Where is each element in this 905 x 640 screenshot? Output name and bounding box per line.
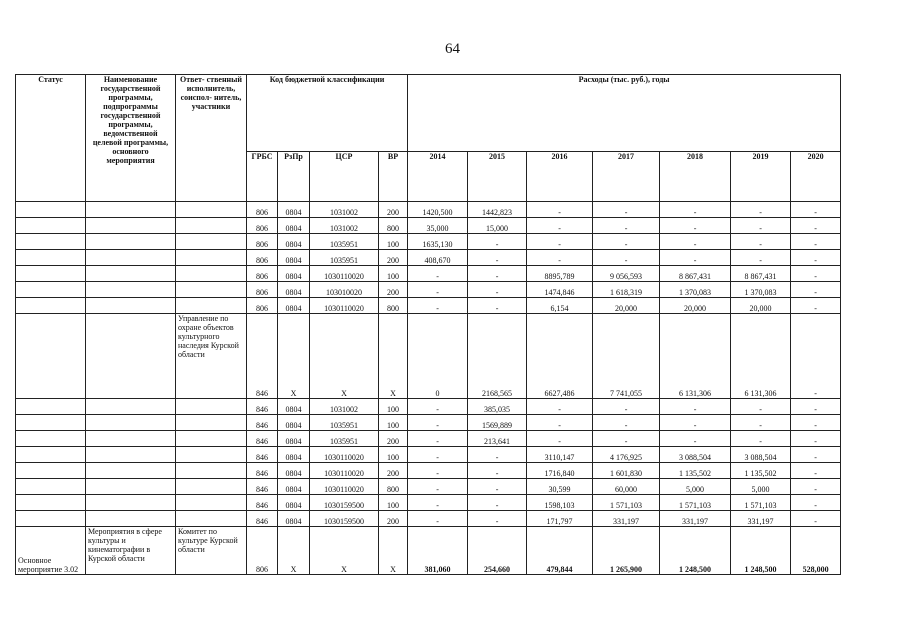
responsible-cell bbox=[176, 447, 247, 463]
y2014-cell: 381,060 bbox=[408, 527, 468, 575]
y2014-cell: - bbox=[408, 399, 468, 415]
grbs-cell: 846 bbox=[247, 511, 278, 527]
rzpr-cell: 0804 bbox=[278, 495, 310, 511]
y2017-cell: - bbox=[593, 250, 660, 266]
y2020-cell: 528,000 bbox=[791, 527, 841, 575]
y2020-cell: - bbox=[791, 431, 841, 447]
y2020-cell: - bbox=[791, 399, 841, 415]
status-cell bbox=[16, 495, 86, 511]
responsible-cell: Комитет по культуре Курской области bbox=[176, 527, 247, 575]
y2017-cell: 9 056,593 bbox=[593, 266, 660, 282]
vr-cell: 200 bbox=[379, 282, 408, 298]
y2018-cell: 3 088,504 bbox=[660, 447, 731, 463]
vr-cell: 200 bbox=[379, 511, 408, 527]
table-row bbox=[16, 234, 841, 250]
csr-cell: Х bbox=[310, 527, 379, 575]
rzpr-cell: 0804 bbox=[278, 218, 310, 234]
csr-cell: 1030110020 bbox=[310, 463, 379, 479]
y2018-cell: 6 131,306 bbox=[660, 314, 731, 399]
y2016-cell: 6627,486 bbox=[527, 314, 593, 399]
y2014-cell: - bbox=[408, 511, 468, 527]
responsible-cell bbox=[176, 479, 247, 495]
y2018-cell: 1 571,103 bbox=[660, 495, 731, 511]
header-year: 2020 bbox=[791, 152, 841, 202]
y2014-cell: 408,670 bbox=[408, 250, 468, 266]
y2014-cell: 0 bbox=[408, 314, 468, 399]
grbs-cell: 846 bbox=[247, 463, 278, 479]
rzpr-cell: 0804 bbox=[278, 234, 310, 250]
vr-cell: 200 bbox=[379, 250, 408, 266]
y2017-cell: - bbox=[593, 415, 660, 431]
table-row bbox=[16, 447, 841, 463]
y2017-cell: 4 176,925 bbox=[593, 447, 660, 463]
status-cell bbox=[16, 266, 86, 282]
y2020-cell: - bbox=[791, 463, 841, 479]
y2014-cell: 35,000 bbox=[408, 218, 468, 234]
rzpr-cell: 0804 bbox=[278, 415, 310, 431]
grbs-cell: 806 bbox=[247, 250, 278, 266]
y2020-cell: - bbox=[791, 282, 841, 298]
program-name-cell bbox=[86, 511, 176, 527]
grbs-cell: 846 bbox=[247, 314, 278, 399]
csr-cell: 1030159500 bbox=[310, 511, 379, 527]
responsible-cell bbox=[176, 298, 247, 314]
program-name-cell bbox=[86, 218, 176, 234]
y2018-cell: 1 370,083 bbox=[660, 282, 731, 298]
responsible-cell bbox=[176, 250, 247, 266]
y2019-cell: 3 088,504 bbox=[731, 447, 791, 463]
program-name-cell bbox=[86, 298, 176, 314]
csr-cell: 1030110020 bbox=[310, 266, 379, 282]
responsible-cell bbox=[176, 463, 247, 479]
y2019-cell: - bbox=[731, 234, 791, 250]
y2020-cell: - bbox=[791, 202, 841, 218]
y2018-cell: 1 135,502 bbox=[660, 463, 731, 479]
y2020-cell: - bbox=[791, 266, 841, 282]
y2016-cell: 6,154 bbox=[527, 298, 593, 314]
responsible-cell bbox=[176, 495, 247, 511]
y2015-cell: 385,035 bbox=[468, 399, 527, 415]
responsible-cell bbox=[176, 266, 247, 282]
status-cell bbox=[16, 447, 86, 463]
y2015-cell: 2168,565 bbox=[468, 314, 527, 399]
responsible-cell bbox=[176, 202, 247, 218]
y2014-cell: - bbox=[408, 495, 468, 511]
y2014-cell: 1420,500 bbox=[408, 202, 468, 218]
y2018-cell: 20,000 bbox=[660, 298, 731, 314]
vr-cell: 100 bbox=[379, 399, 408, 415]
y2015-cell: - bbox=[468, 282, 527, 298]
table-row bbox=[16, 202, 841, 218]
y2017-cell: 1 571,103 bbox=[593, 495, 660, 511]
header-vr: ВР bbox=[379, 152, 408, 202]
y2018-cell: - bbox=[660, 234, 731, 250]
program-name-cell bbox=[86, 463, 176, 479]
y2016-cell: 3110,147 bbox=[527, 447, 593, 463]
responsible-cell bbox=[176, 234, 247, 250]
y2019-cell: - bbox=[731, 431, 791, 447]
vr-cell: 200 bbox=[379, 463, 408, 479]
y2015-cell: - bbox=[468, 447, 527, 463]
header-responsible: Ответ- ственный исполнитель, соиспол- нитель, участники bbox=[176, 75, 247, 202]
responsible-cell bbox=[176, 431, 247, 447]
header-year: 2018 bbox=[660, 152, 731, 202]
y2016-cell: 30,599 bbox=[527, 479, 593, 495]
grbs-cell: 806 bbox=[247, 282, 278, 298]
y2017-cell: - bbox=[593, 431, 660, 447]
y2017-cell: - bbox=[593, 234, 660, 250]
vr-cell: 800 bbox=[379, 218, 408, 234]
y2020-cell: - bbox=[791, 314, 841, 399]
program-name-cell bbox=[86, 415, 176, 431]
vr-cell: 200 bbox=[379, 202, 408, 218]
table-row bbox=[16, 431, 841, 447]
csr-cell: 1035951 bbox=[310, 415, 379, 431]
y2014-cell: - bbox=[408, 447, 468, 463]
y2016-cell: - bbox=[527, 399, 593, 415]
program-name-cell: Мероприятия в сфере культуры и кинематографии в Курской области bbox=[86, 527, 176, 575]
csr-cell: 1030110020 bbox=[310, 298, 379, 314]
csr-cell: 1035951 bbox=[310, 234, 379, 250]
program-name-cell bbox=[86, 234, 176, 250]
y2014-cell: - bbox=[408, 282, 468, 298]
csr-cell: 103010020 bbox=[310, 282, 379, 298]
y2015-cell: - bbox=[468, 495, 527, 511]
rzpr-cell: 0804 bbox=[278, 463, 310, 479]
y2016-cell: 479,844 bbox=[527, 527, 593, 575]
header-year: 2016 bbox=[527, 152, 593, 202]
y2018-cell: 5,000 bbox=[660, 479, 731, 495]
y2019-cell: - bbox=[731, 250, 791, 266]
y2018-cell: - bbox=[660, 218, 731, 234]
grbs-cell: 846 bbox=[247, 495, 278, 511]
rzpr-cell: Х bbox=[278, 314, 310, 399]
status-cell bbox=[16, 202, 86, 218]
y2017-cell: - bbox=[593, 202, 660, 218]
vr-cell: 200 bbox=[379, 431, 408, 447]
y2015-cell: - bbox=[468, 463, 527, 479]
y2020-cell: - bbox=[791, 479, 841, 495]
rzpr-cell: 0804 bbox=[278, 399, 310, 415]
rzpr-cell: 0804 bbox=[278, 479, 310, 495]
responsible-cell: Управление по охране объектов культурного наследия Курской области bbox=[176, 314, 247, 399]
status-cell bbox=[16, 479, 86, 495]
y2014-cell: - bbox=[408, 415, 468, 431]
rzpr-cell: 0804 bbox=[278, 282, 310, 298]
csr-cell: 1035951 bbox=[310, 431, 379, 447]
table-row bbox=[16, 399, 841, 415]
y2020-cell: - bbox=[791, 298, 841, 314]
status-cell bbox=[16, 399, 86, 415]
budget-table bbox=[15, 74, 841, 575]
vr-cell: Х bbox=[379, 314, 408, 399]
rzpr-cell: 0804 bbox=[278, 447, 310, 463]
y2019-cell: 1 571,103 bbox=[731, 495, 791, 511]
table-row bbox=[16, 527, 841, 575]
header-year: 2019 bbox=[731, 152, 791, 202]
vr-cell: 100 bbox=[379, 266, 408, 282]
header-year: 2015 bbox=[468, 152, 527, 202]
csr-cell: 1030159500 bbox=[310, 495, 379, 511]
y2016-cell: - bbox=[527, 234, 593, 250]
header-budget-code: Код бюджетной классификации bbox=[247, 75, 408, 152]
status-cell bbox=[16, 431, 86, 447]
y2015-cell: 15,000 bbox=[468, 218, 527, 234]
y2016-cell: - bbox=[527, 218, 593, 234]
status-cell bbox=[16, 463, 86, 479]
y2019-cell: - bbox=[731, 218, 791, 234]
grbs-cell: 806 bbox=[247, 266, 278, 282]
program-name-cell bbox=[86, 266, 176, 282]
program-name-cell bbox=[86, 202, 176, 218]
program-name-cell bbox=[86, 479, 176, 495]
y2015-cell: 1442,823 bbox=[468, 202, 527, 218]
y2015-cell: - bbox=[468, 266, 527, 282]
vr-cell: 100 bbox=[379, 447, 408, 463]
header-rzpr: РзПр bbox=[278, 152, 310, 202]
table-row bbox=[16, 463, 841, 479]
y2020-cell: - bbox=[791, 415, 841, 431]
csr-cell: Х bbox=[310, 314, 379, 399]
program-name-cell bbox=[86, 314, 176, 399]
y2019-cell: - bbox=[731, 202, 791, 218]
y2014-cell: - bbox=[408, 463, 468, 479]
y2018-cell: - bbox=[660, 431, 731, 447]
y2020-cell: - bbox=[791, 250, 841, 266]
grbs-cell: 846 bbox=[247, 415, 278, 431]
y2014-cell: - bbox=[408, 266, 468, 282]
status-cell bbox=[16, 282, 86, 298]
program-name-cell bbox=[86, 447, 176, 463]
status-cell: Основное мероприятие 3.02 bbox=[16, 527, 86, 575]
y2020-cell: - bbox=[791, 218, 841, 234]
header-csr: ЦСР bbox=[310, 152, 379, 202]
status-cell bbox=[16, 415, 86, 431]
table-row bbox=[16, 511, 841, 527]
csr-cell: 1031002 bbox=[310, 399, 379, 415]
status-cell bbox=[16, 298, 86, 314]
y2018-cell: - bbox=[660, 399, 731, 415]
status-cell bbox=[16, 234, 86, 250]
y2018-cell: - bbox=[660, 250, 731, 266]
y2019-cell: 5,000 bbox=[731, 479, 791, 495]
program-name-cell bbox=[86, 399, 176, 415]
header-year: 2017 bbox=[593, 152, 660, 202]
y2018-cell: 1 248,500 bbox=[660, 527, 731, 575]
y2016-cell: - bbox=[527, 431, 593, 447]
y2015-cell: - bbox=[468, 250, 527, 266]
grbs-cell: 806 bbox=[247, 202, 278, 218]
table-row bbox=[16, 282, 841, 298]
vr-cell: 800 bbox=[379, 479, 408, 495]
csr-cell: 1031002 bbox=[310, 218, 379, 234]
responsible-cell bbox=[176, 415, 247, 431]
grbs-cell: 806 bbox=[247, 218, 278, 234]
grbs-cell: 846 bbox=[247, 447, 278, 463]
status-cell bbox=[16, 511, 86, 527]
csr-cell: 1035951 bbox=[310, 250, 379, 266]
rzpr-cell: 0804 bbox=[278, 266, 310, 282]
csr-cell: 1031002 bbox=[310, 202, 379, 218]
y2020-cell: - bbox=[791, 234, 841, 250]
vr-cell: 100 bbox=[379, 415, 408, 431]
rzpr-cell: 0804 bbox=[278, 298, 310, 314]
y2016-cell: 8895,789 bbox=[527, 266, 593, 282]
y2019-cell: 1 135,502 bbox=[731, 463, 791, 479]
table-row bbox=[16, 250, 841, 266]
y2015-cell: - bbox=[468, 298, 527, 314]
table-row bbox=[16, 415, 841, 431]
y2016-cell: - bbox=[527, 202, 593, 218]
y2019-cell: 8 867,431 bbox=[731, 266, 791, 282]
header-expenses: Расходы (тыс. руб.), годы bbox=[408, 75, 841, 152]
grbs-cell: 806 bbox=[247, 298, 278, 314]
csr-cell: 1030110020 bbox=[310, 447, 379, 463]
y2015-cell: 1569,889 bbox=[468, 415, 527, 431]
y2017-cell: 331,197 bbox=[593, 511, 660, 527]
rzpr-cell: Х bbox=[278, 527, 310, 575]
program-name-cell bbox=[86, 495, 176, 511]
table-row bbox=[16, 495, 841, 511]
y2015-cell: 254,660 bbox=[468, 527, 527, 575]
table-row bbox=[16, 218, 841, 234]
grbs-cell: 846 bbox=[247, 399, 278, 415]
program-name-cell bbox=[86, 431, 176, 447]
y2016-cell: - bbox=[527, 415, 593, 431]
y2019-cell: 331,197 bbox=[731, 511, 791, 527]
y2019-cell: 6 131,306 bbox=[731, 314, 791, 399]
y2018-cell: 8 867,431 bbox=[660, 266, 731, 282]
y2017-cell: 1 265,900 bbox=[593, 527, 660, 575]
y2020-cell: - bbox=[791, 495, 841, 511]
header-grbs: ГРБС bbox=[247, 152, 278, 202]
y2014-cell: - bbox=[408, 479, 468, 495]
y2016-cell: 1716,840 bbox=[527, 463, 593, 479]
y2017-cell: - bbox=[593, 218, 660, 234]
y2019-cell: - bbox=[731, 415, 791, 431]
vr-cell: 100 bbox=[379, 234, 408, 250]
y2019-cell: 20,000 bbox=[731, 298, 791, 314]
table-row bbox=[16, 266, 841, 282]
program-name-cell bbox=[86, 250, 176, 266]
status-cell bbox=[16, 250, 86, 266]
rzpr-cell: 0804 bbox=[278, 202, 310, 218]
status-cell bbox=[16, 314, 86, 399]
y2018-cell: 331,197 bbox=[660, 511, 731, 527]
y2017-cell: 7 741,055 bbox=[593, 314, 660, 399]
y2016-cell: 1474,846 bbox=[527, 282, 593, 298]
y2016-cell: 171,797 bbox=[527, 511, 593, 527]
y2014-cell: - bbox=[408, 431, 468, 447]
y2015-cell: - bbox=[468, 479, 527, 495]
header-year: 2014 bbox=[408, 152, 468, 202]
table-row bbox=[16, 298, 841, 314]
y2016-cell: 1598,103 bbox=[527, 495, 593, 511]
y2015-cell: 213,641 bbox=[468, 431, 527, 447]
csr-cell: 1030110020 bbox=[310, 479, 379, 495]
y2014-cell: 1635,130 bbox=[408, 234, 468, 250]
table-row bbox=[16, 479, 841, 495]
grbs-cell: 806 bbox=[247, 234, 278, 250]
program-name-cell bbox=[86, 282, 176, 298]
grbs-cell: 846 bbox=[247, 479, 278, 495]
rzpr-cell: 0804 bbox=[278, 511, 310, 527]
y2019-cell: 1 248,500 bbox=[731, 527, 791, 575]
y2017-cell: 1 618,319 bbox=[593, 282, 660, 298]
responsible-cell bbox=[176, 511, 247, 527]
vr-cell: 800 bbox=[379, 298, 408, 314]
header-program-name: Наименование государственной программы, подпрограммы государственной программы, ведомственной целевой программы, основного мероприятия bbox=[86, 75, 176, 202]
responsible-cell bbox=[176, 399, 247, 415]
responsible-cell bbox=[176, 282, 247, 298]
table-row bbox=[16, 314, 841, 399]
page-number: 64 bbox=[445, 41, 460, 57]
vr-cell: Х bbox=[379, 527, 408, 575]
vr-cell: 100 bbox=[379, 495, 408, 511]
y2017-cell: - bbox=[593, 399, 660, 415]
y2015-cell: - bbox=[468, 234, 527, 250]
y2016-cell: - bbox=[527, 250, 593, 266]
y2015-cell: - bbox=[468, 511, 527, 527]
y2018-cell: - bbox=[660, 415, 731, 431]
y2020-cell: - bbox=[791, 511, 841, 527]
y2014-cell: - bbox=[408, 298, 468, 314]
rzpr-cell: 0804 bbox=[278, 431, 310, 447]
grbs-cell: 806 bbox=[247, 527, 278, 575]
responsible-cell bbox=[176, 218, 247, 234]
y2020-cell: - bbox=[791, 447, 841, 463]
y2017-cell: 60,000 bbox=[593, 479, 660, 495]
y2017-cell: 20,000 bbox=[593, 298, 660, 314]
status-cell bbox=[16, 218, 86, 234]
y2019-cell: 1 370,083 bbox=[731, 282, 791, 298]
grbs-cell: 846 bbox=[247, 431, 278, 447]
y2018-cell: - bbox=[660, 202, 731, 218]
rzpr-cell: 0804 bbox=[278, 250, 310, 266]
y2019-cell: - bbox=[731, 399, 791, 415]
y2017-cell: 1 601,830 bbox=[593, 463, 660, 479]
header-status: Статус bbox=[16, 75, 86, 202]
